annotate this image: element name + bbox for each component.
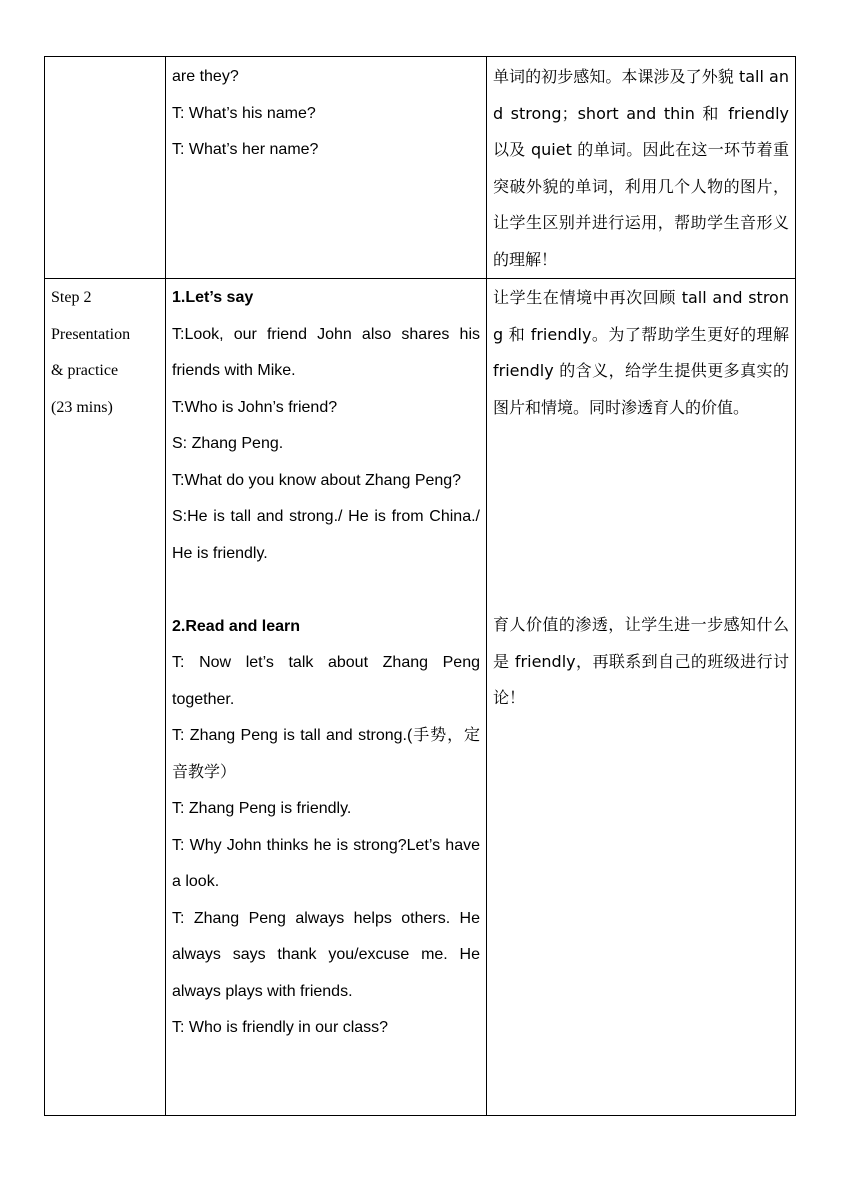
lesson-plan-table (44, 56, 796, 1116)
section-heading: 2.Read and learn (172, 617, 301, 635)
activity-cell (166, 279, 487, 1116)
step-duration: (23 mins) (51, 398, 113, 416)
design-note: 单词的初步感知。本课涉及了外貌 tall and strong；short and thin 和 friendly 以及 quiet 的单词。因此在这一环节着重突破外貌的单词，利用几个人物的图片，让学生区别并进行运用，帮助学生音形义的理解！ (493, 67, 789, 269)
step-label: & practice (51, 362, 119, 379)
note-cell (487, 279, 796, 1116)
activity-line: T: Zhang Peng is friendly. (172, 800, 352, 817)
activity-line: S:He is tall and strong./ He is from China./ He is friendly. (172, 508, 480, 562)
activity-line: S: Zhang Peng. (172, 435, 284, 452)
activity-line: T: Zhang Peng always helps others. He always says thank you/excuse me. He always plays with friends. (172, 909, 480, 1000)
activity-line: T: What’s her name? (172, 141, 319, 158)
activity-cell (166, 57, 487, 279)
step-label: Presentation (51, 325, 131, 343)
step-cell (45, 279, 166, 1116)
design-note: 育人价值的渗透，让学生进一步感知什么是 friendly，再联系到自己的班级进行讨论！ (493, 615, 789, 707)
activity-line: T: Why John thinks he is strong?Let’s have a look. (172, 836, 480, 890)
section-heading: 1.Let’s say (172, 289, 254, 306)
table-row (45, 57, 796, 279)
activity-line: T: What’s his name? (172, 104, 316, 122)
spacer (172, 572, 480, 609)
activity-line: are they? (172, 68, 239, 85)
activity-line: T:What do you know about Zhang Peng? (172, 471, 462, 489)
activity-line: T: Who is friendly in our class? (172, 1019, 389, 1036)
activity-line: T: Zhang Peng is tall and strong.(手势，定音教学） (172, 727, 480, 781)
note-cell (487, 57, 796, 279)
step-label: Step 2 (51, 289, 92, 306)
activity-line: T:Who is John’s friend? (172, 398, 338, 416)
table-row (45, 279, 796, 1116)
activity-line: T:Look, our friend John also shares his friends with Mike. (172, 325, 480, 379)
activity-line: T: Now let’s talk about Zhang Peng together. (172, 654, 480, 708)
design-note: 让学生在情境中再次回顾 tall and strong 和 friendly。为了帮助学生更好的理解 friendly 的含义，给学生提供更多真实的图片和情境。同时渗透育人的价值。 (493, 288, 789, 417)
step-cell (45, 57, 166, 279)
